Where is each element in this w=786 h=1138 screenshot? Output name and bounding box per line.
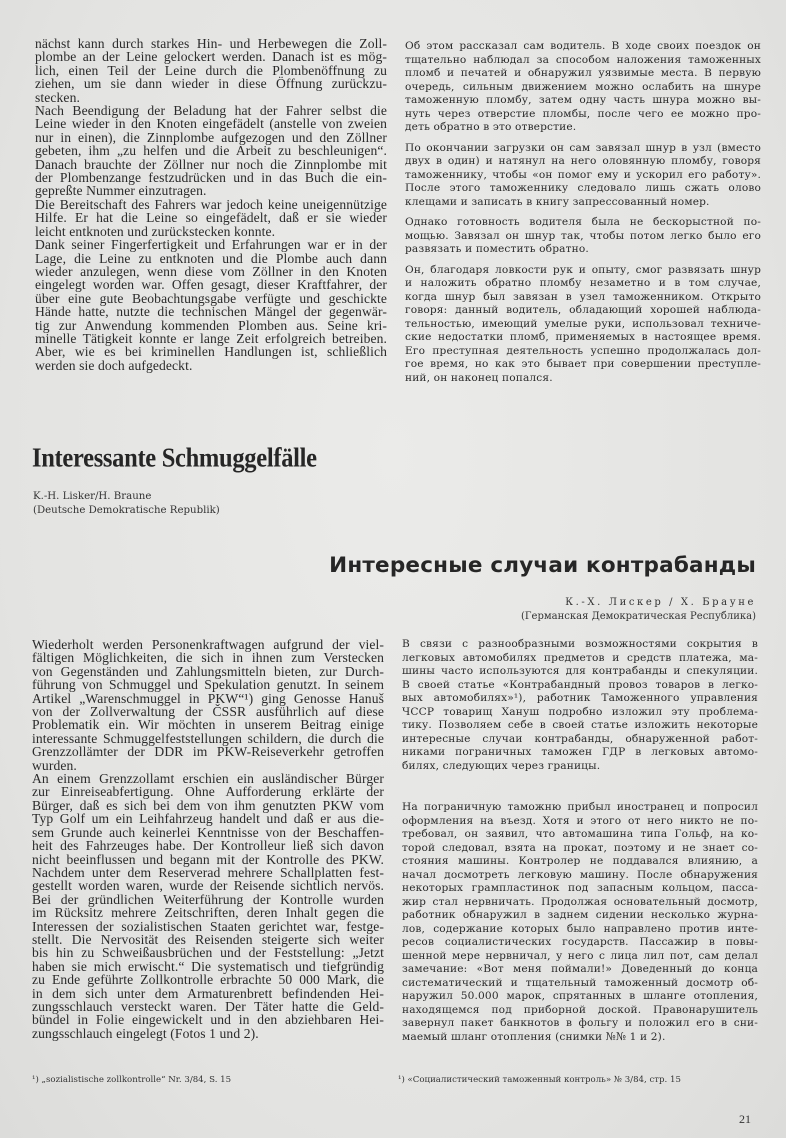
- text-line: двух в один) и натянул на него оловянную пломбу, говоря: [405, 155, 761, 167]
- text-line: интересные случаи контрабанды, обнаруженной работ-: [402, 732, 758, 745]
- text-line: начал досмотреть легковую машину. После обнаружения: [402, 868, 758, 881]
- footnote-german: ¹) „sozialistische zollkontrolle“ Nr. 3/84, S. 15: [32, 1075, 232, 1085]
- text-line: стояния машины. Контролер не поддавался влиянию, а: [402, 855, 758, 867]
- text-line: некоторых грампластинок под запасным кольцом, пасса-: [402, 882, 758, 894]
- text-line: Leine wieder in den Knoten eingefädelt (anstelle von zweien: [35, 116, 387, 132]
- text-line: gepreßte Nummer einzutragen.: [35, 183, 207, 199]
- text-line: über eine gute Beobachtungsgabe verfügte und geschickte: [35, 290, 387, 306]
- text-line: когда шнур был завязан в узел таможенником. Открыто: [405, 290, 761, 303]
- text-line: тельностью, имеющий умелые руки, использовал техниче-: [405, 317, 761, 330]
- text-line: von der Zollverwaltung der ČSSR ausführlich auf diese: [32, 704, 384, 720]
- text-line: lich, einen Teil der Leine durch die Plombenöffnung zu: [35, 62, 387, 78]
- text-line: В своей статье «Контрабандный провоз товаров в легко-: [402, 678, 758, 691]
- text-line: требовал, он заявил, что автомашина типа Гольф, на ко-: [402, 828, 758, 840]
- text-line: Bei der gründlichen Weiterführung der Kontrolle wurden: [32, 891, 384, 907]
- text-line: лов, содержание которых было направлено против инте-: [402, 922, 758, 935]
- country-german: (Deutsche Demokratische Republik): [33, 505, 220, 516]
- text-line: fältigen Möglichkeiten, die sich in ihnen zum Verstecken: [32, 650, 384, 666]
- text-line: ziehen, um sie dann wieder in diese Öffnung zurückzu-: [35, 76, 387, 92]
- text-line: leicht entknoten und zurückstecken konnte.: [35, 223, 276, 239]
- text-line: Lage, die Leine zu entknoten und die Plombe auch dann: [35, 250, 387, 266]
- text-line: gestellt worden waren, wurde der Reisende sichtlich nervös.: [32, 878, 384, 894]
- text-line: билях, следующих через границы.: [402, 759, 601, 772]
- text-line: тику. Позволяем себе в своей статье изложить некоторые: [402, 719, 758, 731]
- text-line: plombe an der Leine gelockert werden. Danach ist es mög-: [35, 49, 387, 65]
- top-german-column: [35, 37, 387, 372]
- paragraph: [32, 772, 384, 1040]
- text-line: werden sie doch aufgedeckt.: [35, 357, 193, 373]
- text-line: wieder anzulegen, wenn diese vom Zöllner in den Knoten: [35, 263, 387, 279]
- text-line: ские недостатки пломб, применяемых в настоящее время.: [405, 331, 761, 343]
- text-line: замечание: «Вот меня поймали!» Доведенный до конца: [402, 963, 758, 975]
- article-german-column: [32, 638, 384, 1040]
- text-line: вых автомобилях»¹), работник Таможенного управления: [402, 692, 758, 704]
- text-line: пломб и печатей и обнаружил уязвимые места. В первую: [405, 67, 761, 79]
- text-line: nur in einen), die Zinnplombe aufgezogen und den Zöllner: [35, 129, 387, 145]
- text-line: nicht beeinflussen und begann mit der Kontrolle des PKW.: [32, 851, 384, 867]
- text-line: торой следовал, взята на прокат, поэтому и не знает со-: [402, 841, 758, 854]
- text-line: очередь, сильным движением можно ослабить на шнуре: [405, 80, 761, 93]
- text-line: говоря: данный водитель, обладающий хорошей наблюда-: [405, 304, 761, 316]
- text-line: Dank seiner Fingerfertigkeit und Erfahrungen war er in der: [35, 237, 387, 253]
- text-line: gebeten, ihm „zu helfen und die Arbeit zu beschleunigen“.: [35, 143, 387, 159]
- text-line: Interessen der sozialistischen Staaten gerichtet war, festge-: [32, 918, 384, 934]
- text-line: eingelegt worden war. Offen gesagt, dieser Kraftfahrer, der: [35, 277, 387, 293]
- text-line: и наложить обратно пломбу незаметно и в том случае,: [405, 277, 761, 289]
- text-line: in dem sich unter dem Armaturenbrett befindenden Hei-: [32, 985, 384, 1001]
- paragraph: [35, 37, 387, 104]
- text-line: interessante Schmuggelfeststellungen schildern, die durch die: [32, 730, 384, 746]
- text-line: von Gegenständen und Zahlungsmitteln bieten, zur Durch-: [32, 663, 384, 679]
- text-line: Nachdem unter dem Reserverad mehrere Schallplatten fest-: [32, 864, 384, 880]
- text-line: развязать и поместить обратно.: [405, 243, 589, 255]
- text-line: bündel in Folie eingewickelt und in den abziehbaren Hei-: [32, 1012, 384, 1028]
- text-line: zungsschlauch eingelegt (Fotos 1 und 2).: [32, 1025, 259, 1041]
- text-line: Он, благодаря ловкости рук и опыту, смог развязать шнур: [405, 263, 761, 276]
- text-line: шенной мере нервничал, у него с лица лил пот, сам делал: [402, 949, 758, 962]
- text-line: der Plombenzange festzudrücken und in das Buch die ein-: [35, 170, 387, 186]
- paragraph: [405, 264, 761, 386]
- text-line: находящемся под приборной доской. Правонарушитель: [402, 1003, 758, 1016]
- text-line: шины часто используются для контрабанды и спекуляции.: [402, 665, 758, 677]
- text-line: zungsschlauch versteckt waren. Der Täter hatte die Geld-: [32, 998, 384, 1014]
- text-line: tig zur Anwendung kommenden Plomben aus. Seine kri-: [35, 317, 387, 333]
- paragraph: [405, 40, 761, 135]
- text-line: sem Grunde auch keinerlei Kenntnisse von der Beschaffen-: [32, 824, 384, 840]
- text-line: wurden.: [32, 757, 77, 773]
- text-line: клещами и записать в книгу запрессованный номер.: [405, 195, 710, 208]
- text-line: An einem Grenzzollamt erschien ein ausländischer Bürger: [32, 771, 384, 787]
- top-russian-column: [405, 40, 761, 385]
- text-line: Wiederholt werden Personenkraftwagen aufgrund der viel-: [32, 637, 384, 652]
- text-line: В связи с разнообразными возможностями сокрытия в: [402, 638, 758, 650]
- text-line: stecken.: [35, 89, 80, 105]
- text-line: ний, он наконец попался.: [405, 371, 553, 384]
- text-line: Его преступная деятельность успешно продолжалась дол-: [405, 344, 761, 357]
- text-line: Об этом рассказал сам водитель. В ходе своих поездок он: [405, 40, 761, 52]
- text-line: легковых автомобилях предметов и средств платежа, ма-: [402, 651, 758, 664]
- byline-german: [33, 490, 220, 518]
- footnote-russian: ¹) «Социалистический таможенный контроль» № 3/84, стр. 15: [398, 1075, 681, 1085]
- text-line: нуть через отверстие пломбы, после чего ее можно про-: [405, 107, 761, 120]
- paragraph: [35, 104, 387, 198]
- authors-russian: К.-Х. Лискер / Х. Брауне: [565, 597, 756, 608]
- text-line: zur Einreiseabfertigung. Ohne Aufforderung erklärte der: [32, 784, 384, 800]
- text-line: ЧССР товарищ Хануш подробно изложил эту проблема-: [402, 705, 758, 718]
- page-number: 21: [739, 1112, 751, 1126]
- text-line: таможеннику, чтобы «он помог ему и ускорил его работу».: [405, 168, 761, 181]
- text-line: nächst kann durch starkes Hin- und Herbewegen die Zoll-: [35, 36, 387, 51]
- text-line: Bürger, daß es sich bei dem von ihm genutzten PKW vom: [32, 797, 384, 813]
- authors-german: K.-H. Lisker/H. Braune: [33, 491, 152, 502]
- text-line: завернул пакет банкнотов в фольгу и положил его в сни-: [402, 1017, 758, 1029]
- country-russian: (Германская Демократическая Республика): [521, 611, 756, 622]
- text-line: работник обнаружил в заднем сидении несколько журна-: [402, 909, 758, 921]
- text-line: Grenzzollämter der DDR im PKW-Reiseverkehr getroffen: [32, 744, 384, 760]
- article-title-russian: Интересные случаи контрабанды: [329, 553, 756, 578]
- text-line: Danach brauchte der Zöllner nur noch die Zinnplombe mit: [35, 156, 387, 172]
- text-line: Nach Beendigung der Beladung hat der Fahrer selbst die: [35, 103, 387, 119]
- text-line: таможенную пломбу, затем одну часть шнура можно вы-: [405, 94, 761, 106]
- text-line: тщательно наблюдал за способом наложения таможенных: [405, 53, 761, 66]
- paragraph: [402, 638, 758, 773]
- paragraph: [32, 638, 384, 772]
- byline-russian: [521, 596, 756, 624]
- text-line: никами пограничных таможен ГДР в легковых автомо-: [402, 746, 758, 758]
- text-line: stellt. Die Nervosität des Reisenden steigerte sich weiter: [32, 931, 384, 947]
- text-line: деть обратно в это отверстие.: [405, 121, 577, 133]
- paragraph: [35, 198, 387, 238]
- text-line: zu Ende geführte Zollkontrolle erbrachte 50 000 Mark, die: [32, 972, 384, 988]
- text-line: Die Bereitschaft des Fahrers war jedoch keine uneigennützige: [35, 196, 387, 212]
- text-line: Hände hatte, nutzte die technischen Mängel der gegenwär-: [35, 304, 387, 320]
- article-title-german: Interessante Schmuggelfälle: [32, 443, 317, 474]
- text-line: heit des Fahrzeuges habe. Der Kontrolleur ließ sich davon: [32, 838, 384, 854]
- text-line: Однако готовность водителя была не бескорыстной по-: [405, 216, 761, 228]
- text-line: После этого таможеннику следовало лишь сжать олово: [405, 182, 761, 194]
- text-line: гое время, но как это бывает при совершении преступле-: [405, 358, 761, 370]
- paragraph: [402, 801, 758, 1044]
- text-line: haben sie mich erwischt.“ Die systematisch und tiefgründig: [32, 958, 384, 974]
- text-line: führung von Schmuggel und Spekulation genutzt. In seinem: [32, 677, 384, 693]
- text-line: minelle Tätigkeit konnte er lange Zeit erfolgreich betreiben.: [35, 330, 387, 346]
- text-line: оформления на въезд. Хотя и этого от него никто не по-: [402, 814, 758, 827]
- article-russian-column: [402, 638, 758, 1044]
- text-line: жир стал нервничать. Продолжая основательный досмотр,: [402, 895, 758, 908]
- text-line: Aber, wie es bei kriminellen Handlungen ist, schließlich: [35, 344, 387, 360]
- text-line: Problematik ein. Wir möchten in unserem Beitrag einige: [32, 717, 384, 733]
- paragraph: [405, 142, 761, 210]
- text-line: Hilfe. Er hat die Leine so eingefädelt, daß er sie wieder: [35, 210, 387, 226]
- paragraph: [405, 216, 761, 257]
- text-line: наружил 50.000 марок, спрятанных в шланге отопления,: [402, 990, 758, 1002]
- text-line: ресов социалистических государств. Пассажир в повы-: [402, 936, 758, 948]
- text-line: Typ Golf um ein Leihfahrzeug handelt und daß er aus die-: [32, 811, 384, 827]
- text-line: bis hin zu Schweißausbrüchen und der Feststellung: „Jetzt: [32, 945, 384, 961]
- text-line: систематический и тщательный таможенный досмотр об-: [402, 976, 758, 989]
- text-line: мощью. Завязал он шнур так, чтобы потом легко было его: [405, 229, 761, 242]
- text-line: im Rücksitz mehrere Zeitschriften, deren Inhalt gegen die: [32, 905, 384, 921]
- paragraph: [35, 238, 387, 372]
- text-line: Artikel „Warenschmuggel in PKW“¹) ging Genosse Hanuš: [32, 690, 384, 706]
- text-line: маемый шланг отопления (снимки №№ 1 и 2).: [402, 1030, 666, 1043]
- text-line: На пограничную таможню прибыл иностранец и попросил: [402, 801, 758, 813]
- text-line: По окончании загрузки он сам завязал шнур в узл (вместо: [405, 141, 761, 154]
